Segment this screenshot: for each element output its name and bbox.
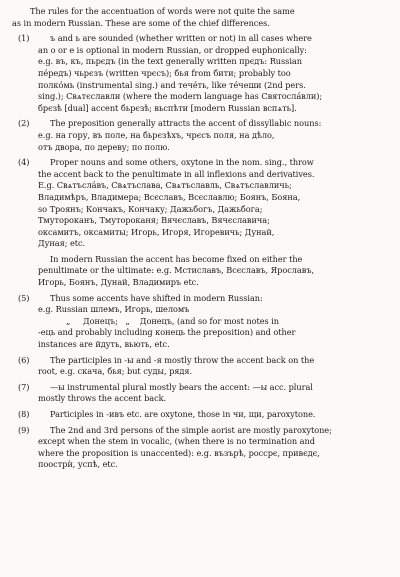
rule-line: -ець and probably including конець the preposition) and other	[38, 327, 296, 338]
rule-line: The participles in -ы and -я mostly throw the accent back on the	[50, 354, 315, 365]
rule-line: Тмутороканъ, Тмутороканя; Вячєславъ, Вячєславича;	[38, 215, 270, 226]
rule-number: (8)	[18, 409, 30, 419]
rule-line: Дуная; etc.	[38, 238, 86, 249]
rule-line: пéредъ) чьрєзъ (written чрєсъ); бья from бити; probably too	[38, 67, 291, 78]
rule-line: отъ двора, по дереву; по полю.	[38, 141, 170, 152]
rule-line: the accent back to the penultimate in all inflexions and derivatives.	[38, 168, 315, 179]
rule-line: except when the stem in vocalic, (when there is no termination and	[38, 436, 315, 447]
rule-line: брєзѣ [dual] accent бьрєзѣ; вьспѣти [modern Russian вспѧть].	[38, 102, 297, 113]
rule-line: Thus some accents have shifted in modern Russian:	[50, 292, 263, 303]
rule-line: ъ and ь are sounded (whether written or not) in all cases where	[50, 33, 312, 44]
intro-line-2: as in modern Russian. These are some of the chief differences.	[12, 17, 270, 28]
para-line: Игорь, Боянъ, Дунай, Владимиръ etc.	[38, 277, 199, 288]
para-line: penultimate or the ultimate: e.g. Мстиславъ, Всєславъ, Ярославъ,	[38, 265, 315, 276]
rule-line: полкóмь (instrumental sing.) and течéть, like тéчеши (2nd pers.	[38, 79, 306, 90]
rule-line: Владимѣръ, Владимера; Всєславъ, Всєславлю; Боянъ, Бояна,	[38, 191, 301, 202]
rule-line: root, e.g. скача, бья; but суды, рядя.	[38, 366, 193, 377]
rule-line: e.g. на гору, въ поле, на бьрєзѣхъ, чрєсъ поля, на дѣло,	[38, 129, 275, 140]
rule-7	[10, 382, 392, 405]
rule-line: an o or e is optional in modern Russian, or dropped euphonically:	[38, 44, 307, 55]
rule-line: where the proposition is unaccented): e.g. възърѣ, россрє, привєдє,	[38, 447, 320, 458]
rule-2	[10, 118, 392, 153]
rule-number: (2)	[18, 118, 30, 129]
rule-number: (5)	[18, 292, 30, 303]
rule-5	[10, 293, 392, 351]
rule-line: —ы instrumental plural mostly bears the accent: —ы acc. plural	[50, 381, 313, 392]
rule-line: e.g. въ, къ, пьрєдъ (in the text generally written прєдъ: Russian	[38, 56, 302, 67]
rule-6	[10, 355, 392, 378]
modern-russian-paragraph	[10, 254, 392, 289]
rule-line: The 2nd and 3rd persons of the simple aorist are mostly paroxytone;	[50, 424, 332, 435]
rule-line: so Троянъ; Кончакъ, Кончаку; Дажьбогъ, Дажьбога;	[38, 203, 263, 214]
intro-line-1: The rules for the accentuation of words were not quite the same	[30, 6, 295, 16]
rule-number: (1)	[18, 33, 30, 44]
rule-8	[10, 409, 392, 421]
rule-line: instances are йдуть, вьють, etc.	[38, 339, 170, 350]
intro-paragraph	[10, 6, 392, 29]
rule-number: (6)	[18, 354, 30, 365]
rule-line: E.g. Свѧтъслáвъ, Свѧтъслава, Свѧтъславль, Свѧтъславличь;	[38, 180, 292, 191]
rule-number: (9)	[18, 424, 30, 435]
rule-line: Proper nouns and some others, oxytone in the nom. sing., throw	[50, 157, 314, 168]
rule-number: (7)	[18, 381, 30, 392]
rule-line: оксамитъ, оксамиты; Игорь, Игоря, Игоревичь; Дунай,	[38, 226, 275, 237]
rule-1	[10, 33, 392, 114]
para-line: In modern Russian the accent has become fixed on either the	[50, 253, 303, 264]
rule-line: mostly throws the accent back.	[38, 393, 167, 404]
rule-line: „ Донецъ; „ Донецъ, (and so for most notes in	[38, 315, 280, 326]
rule-9	[10, 425, 392, 471]
rule-line: sing.); Свѧтєславли (where the modern language has Святослáвли);	[38, 91, 323, 102]
rule-line: e.g. Russian шлемъ, Игорь, шеломъ	[38, 304, 190, 315]
rule-line: The preposition generally attracts the accent of dissyllabic nouns:	[50, 118, 322, 129]
rule-number: (4)	[18, 157, 30, 168]
rule-line: Participles in -ивъ etc. are oxytone, those in чи, щи, paroxytone.	[50, 409, 316, 419]
rule-4	[10, 157, 392, 250]
rule-line: поострѝ, успѣ, etc.	[38, 459, 118, 470]
